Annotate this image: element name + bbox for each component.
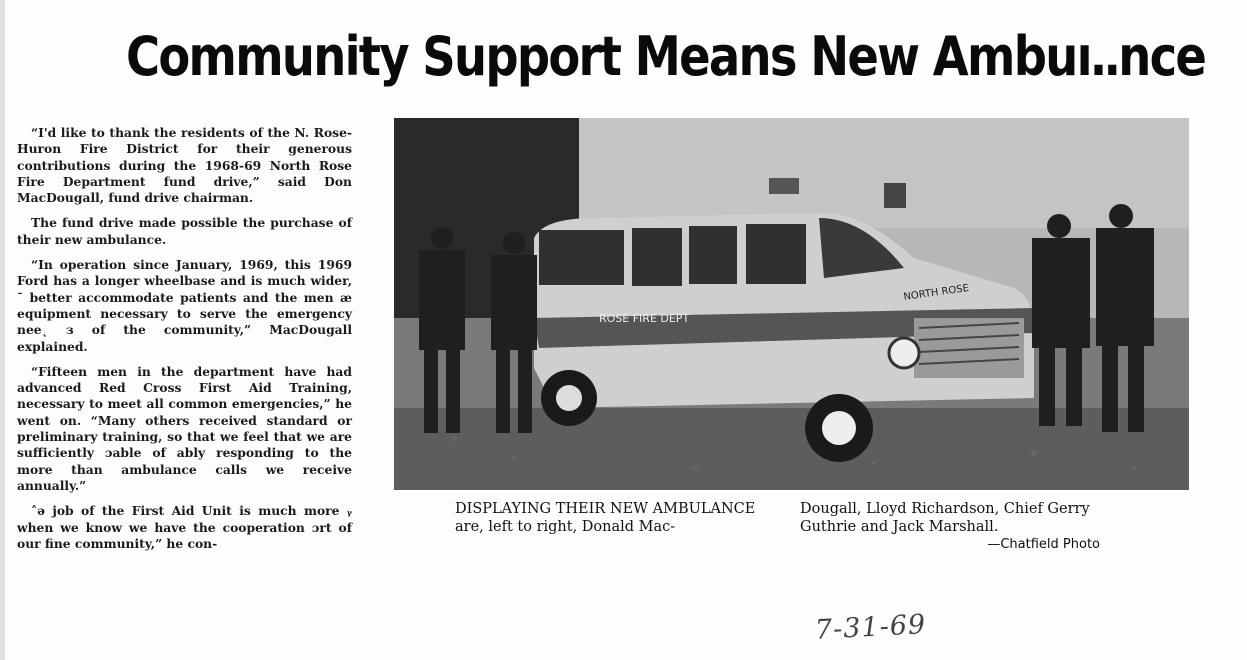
article-paragraph: ˄ə job of the First Aid Unit is much more ᵧ when we know we have the cooperation ɔrt of our fine community,” he con- [17,503,352,551]
article-paragraph: The fund drive made possible the purchase of their new ambulance. [17,215,352,247]
photo-caption-text: Dougall, Lloyd Richardson, Chief Gerry Guthrie and Jack Marshall. [800,501,1090,535]
article-paragraph: “I'd like to thank the residents of the N. Rose-Huron Fire District for their generous contributions during the 1968-69 North Rose Fire Department fund drive,” said Don MacDougall, fund drive chairman. [17,125,352,206]
headline: Community Support Means New Ambuı․․nce [126,25,1206,88]
van-door-text: ROSE FIRE DEPT [599,312,690,325]
article-paragraph: “In operation since January, 1969, this 1969 Ford has a longer wheelbase and is much wider, ˉ better accommodate patients and the men æ equipment necessary to serve the emergency nee˛ з of the community,” MacDougall explained. [17,257,352,354]
van-hood-text: NORTH ROSE [902,282,970,303]
photo-caption-left: DISPLAYING THEIR NEW AMBULANCE are, left to right, Donald Mac- [455,501,756,535]
page-edge [0,0,5,660]
photo-credit: —Chatfield Photo [987,537,1100,552]
ambulance-photo [394,118,1189,490]
handwritten-date: 7-31-69 [814,609,927,646]
article-body [17,125,352,561]
photo-caption-right [800,500,1100,554]
article-paragraph: “Fifteen men in the department have had advanced Red Cross First Aid Training, necessary to meet all common emergencies,” he went on. “Many others received standard or preliminary training, so that we feel that we are sufficiently ɔable of ably responding to the more than ambulance calls we receive annually.” [17,363,352,493]
